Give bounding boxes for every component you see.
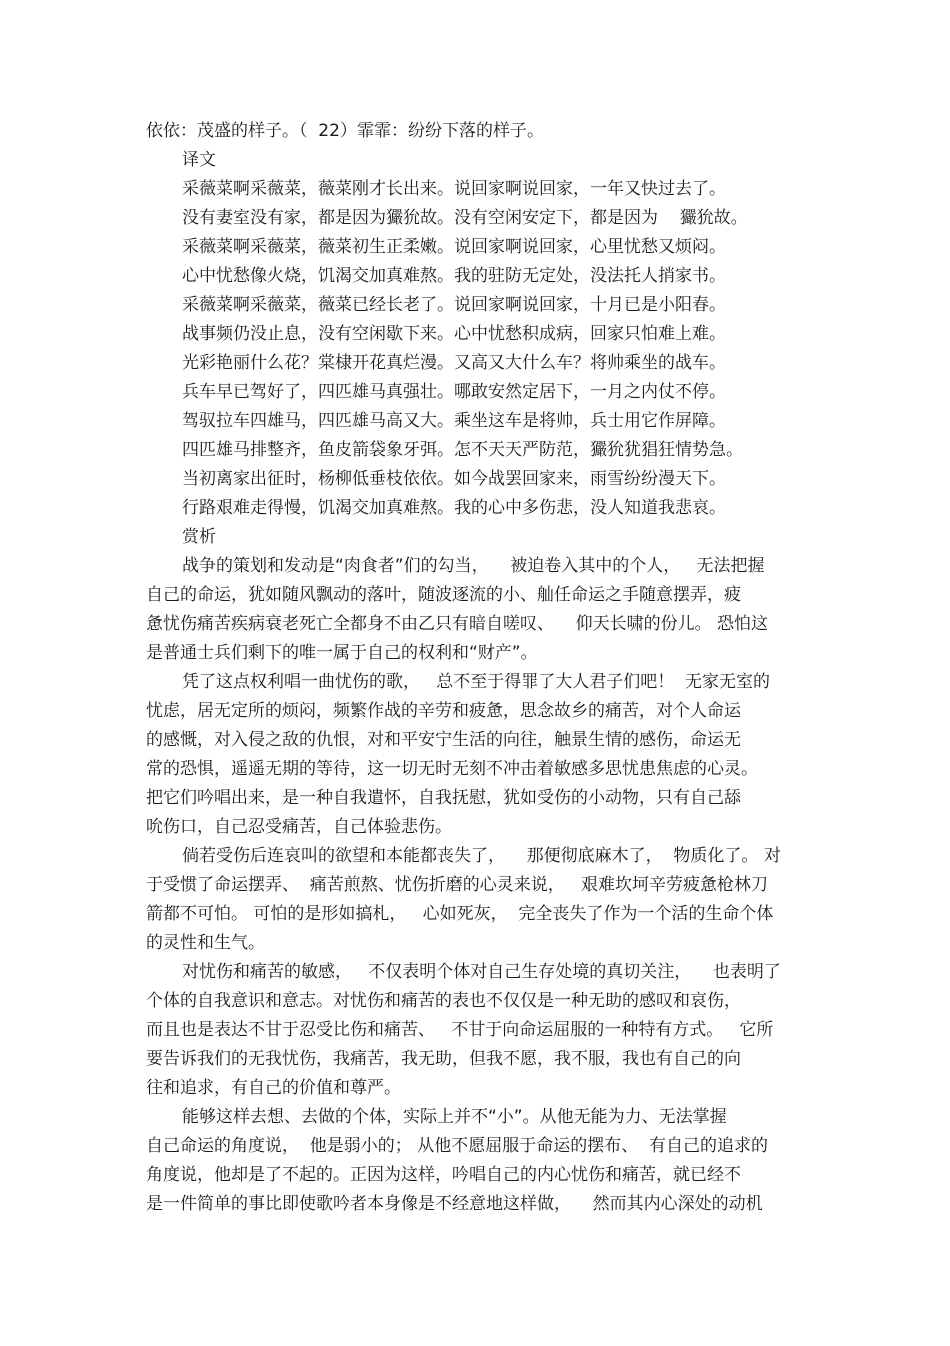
translation-line: 当初离家出征时，杨柳低垂枝依依。如今战罢回家来，雨雪纷纷漫天下。 xyxy=(182,469,726,489)
paragraph-line: 自己的命运，犹如随风飘动的落叶，随波逐流的小、舢任命运之手随意摆弄，疲 xyxy=(146,585,741,605)
paragraph-line: 是普通士兵们剩下的唯一属于自己的权利和“财产”。 xyxy=(146,643,538,663)
paragraph-line: 常的恐惧，遥遥无期的等待，这一切无时无刻不冲击着敏感多思忧患焦虑的心灵。 xyxy=(146,759,758,779)
paragraph-line: 个体的自我意识和意志。对忧伤和痛苦的表也不仅仅是一种无助的感叹和哀伤， xyxy=(146,991,741,1011)
paragraph-line: 能够这样去想、去做的个体，实际上并不“小”。从他无能为力、无法掌握 xyxy=(182,1107,727,1127)
paragraph-line: 倘若受伤后连哀叫的欲望和本能都丧失了， 那便彻底麻木了， 物质化了。 对 xyxy=(182,846,781,866)
paragraph-line: 往和追求，有自己的价值和尊严。 xyxy=(146,1078,401,1098)
paragraph-line: 凭了这点权利唱一曲忧伤的歌， 总不至于得罪了大人君子们吧！ 无家无室的 xyxy=(182,672,771,692)
section-heading-appreciation: 赏析 xyxy=(182,527,216,547)
translation-line: 采薇菜啊采薇菜，薇菜初生正柔嫩。说回家啊说回家，心里忧愁又烦闷。 xyxy=(182,237,726,257)
translation-line: 没有妻室没有家，都是因为玁狁故。没有空闲安定下，都是因为 玁狁故。 xyxy=(182,208,748,228)
translation-line: 四匹雄马排整齐，鱼皮箭袋象牙弭。怎不天天严防范，玁狁犹猖狂情势急。 xyxy=(182,440,743,460)
paragraph-line: 自己命运的角度说， 他是弱小的； 从他不愿屈服于命运的摆布、 有自己的追求的 xyxy=(146,1136,769,1156)
translation-line: 采薇菜啊采薇菜，薇菜刚才长出来。说回家啊说回家，一年又快过去了。 xyxy=(182,179,726,199)
translation-line: 战事频仍没止息，没有空闲歇下来。心中忧愁积成病，回家只怕难上难。 xyxy=(182,324,726,344)
annotation-line: 依依：茂盛的样子。（ 22）霏霏：纷纷下落的样子。 xyxy=(146,121,544,141)
paragraph-line: 是一件简单的事比即使歌吟者本身像是不经意地这样做， 然而其内心深处的动机 xyxy=(146,1194,763,1214)
translation-line: 光彩艳丽什么花？棠棣开花真烂漫。又高又大什么车？将帅乘坐的战车。 xyxy=(182,353,726,373)
paragraph-line: 把它们吟唱出来，是一种自我遣怀，自我抚慰，犹如受伤的小动物，只有自己舔 xyxy=(146,788,741,808)
paragraph-line: 箭都不可怕。 可怕的是形如搞札， 心如死灰， 完全丧失了作为一个活的生命个体 xyxy=(146,904,774,924)
translation-line: 行路艰难走得慢，饥渴交加真难熬。我的心中多伤悲，没人知道我悲哀。 xyxy=(182,498,726,518)
translation-line: 采薇菜啊采薇菜，薇菜已经长老了。说回家啊说回家，十月已是小阳春。 xyxy=(182,295,726,315)
paragraph-line: 于受惯了命运摆弄、 痛苦煎熬、忧伤折磨的心灵来说， 艰难坎坷辛劳疲惫枪林刀 xyxy=(146,875,769,895)
paragraph-line: 吮伤口，自己忍受痛苦，自己体验悲伤。 xyxy=(146,817,452,837)
paragraph-line: 角度说，他却是了不起的。正因为这样，吟唱自己的内心忧伤和痛苦，就已经不 xyxy=(146,1165,741,1185)
paragraph-line: 对忧伤和痛苦的敏感， 不仅表明个体对自己生存处境的真切关注， 也表明了 xyxy=(182,962,781,982)
translation-line: 驾驭拉车四雄马，四匹雄马高又大。乘坐这车是将帅，兵士用它作屏障。 xyxy=(182,411,726,431)
translation-line: 心中忧愁像火烧，饥渴交加真难熬。我的驻防无定处，没法托人捎家书。 xyxy=(182,266,726,286)
paragraph-line: 惫忧伤痛苦疾病衰老死亡全都身不由乙只有暗自嗟叹、 仰天长啸的份儿。 恐怕这 xyxy=(146,614,769,634)
paragraph-line: 战争的策划和发动是“肉食者”们的勾当， 被迫卷入其中的个人， 无法把握 xyxy=(182,556,765,576)
translation-line: 兵车早已驾好了，四匹雄马真强壮。哪敢安然定居下，一月之内仗不停。 xyxy=(182,382,726,402)
paragraph-line: 的感慨，对入侵之敌的仇恨，对和平安宁生活的向往，触景生情的感伤，命运无 xyxy=(146,730,741,750)
paragraph-line: 要告诉我们的无我忧伤，我痛苦，我无助，但我不愿，我不服，我也有自己的向 xyxy=(146,1049,741,1069)
paragraph-line: 而且也是表达不甘于忍受比伤和痛苦、 不甘于向命运屈服的一种特有方式。 它所 xyxy=(146,1020,774,1040)
paragraph-line: 的灵性和生气。 xyxy=(146,933,265,953)
section-heading-translation: 译文 xyxy=(182,150,216,170)
paragraph-line: 忧虑，居无定所的烦闷，频繁作战的辛劳和疲惫，思念故乡的痛苦，对个人命运 xyxy=(146,701,741,721)
